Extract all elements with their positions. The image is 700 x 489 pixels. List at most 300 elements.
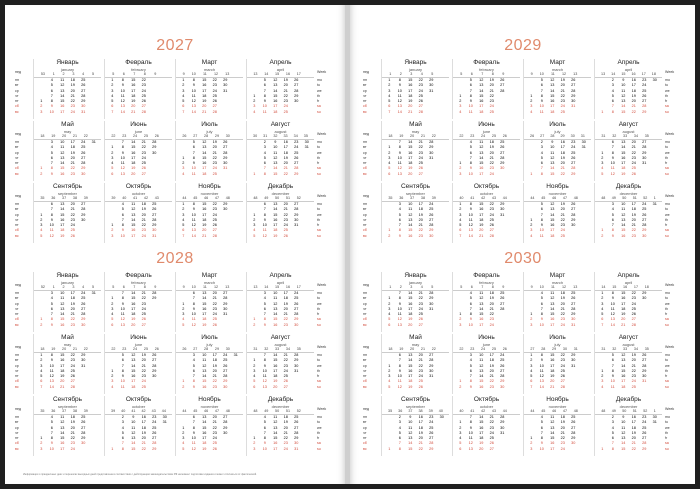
day-cell: 20 <box>408 104 413 109</box>
day-cell: 15 <box>479 312 484 317</box>
month-name-en: february <box>131 67 146 72</box>
day-cell: 9 <box>398 368 401 373</box>
day-cell: 29 <box>294 436 299 441</box>
day-cell: 21 <box>141 291 146 295</box>
day-cell <box>437 172 448 177</box>
month-name-en: march <box>551 67 564 72</box>
day-cell: 11 <box>468 217 473 222</box>
day-cell: 5 <box>182 223 185 228</box>
day-cell: 7 <box>540 88 543 93</box>
week-label-en: Week <box>665 345 675 349</box>
day-cell: 15 <box>550 93 555 98</box>
day-cell: 6 <box>601 317 604 322</box>
day-cell: 26 <box>294 420 299 425</box>
day-cell: 14 <box>550 166 555 171</box>
day-cell: 12 <box>273 420 278 425</box>
day-cell: 20 <box>283 202 288 206</box>
week-number: 52 <box>296 409 301 413</box>
day-cell: 1 <box>111 145 114 150</box>
day-cell: 30 <box>162 415 167 419</box>
day-cell: 14 <box>273 312 278 317</box>
day-cell: 4 <box>192 358 195 363</box>
weekday-label: пн <box>15 415 19 419</box>
day-cell: 3 <box>611 420 614 425</box>
day-cell: 1 <box>182 155 185 160</box>
day-cell: 22 <box>631 446 636 451</box>
week-number: 16 <box>631 72 636 76</box>
weekday-labels-en <box>317 194 335 239</box>
week-number: 9 <box>530 72 533 76</box>
month-name-en: february <box>131 280 146 285</box>
day-cell: 5 <box>253 379 256 384</box>
day-cell <box>220 234 231 239</box>
day-cell: 22 <box>489 379 494 384</box>
month-name: Декабрь <box>267 183 294 190</box>
day-cell: 28 <box>642 363 647 368</box>
week-number: 26 <box>502 134 507 138</box>
day-cell: 11 <box>60 78 65 82</box>
month-name: Октябрь <box>125 396 152 403</box>
day-cell: 8 <box>50 436 53 441</box>
month-name: Сентябрь <box>400 396 431 403</box>
day-cell: 25 <box>283 228 288 233</box>
day-cell: 25 <box>294 415 299 419</box>
week-number: 6 <box>470 285 473 289</box>
day-cell <box>302 172 313 177</box>
day-cell: 16 <box>273 441 278 446</box>
day-cell: 12 <box>49 374 54 379</box>
day-cell: 3 <box>182 436 185 441</box>
day-cell: 24 <box>642 83 647 88</box>
day-cell: 24 <box>642 202 647 206</box>
day-cell: 5 <box>611 93 614 98</box>
day-cell: 25 <box>489 436 494 441</box>
day-cell: 31 <box>294 368 299 373</box>
day-cell: 31 <box>500 430 505 435</box>
day-cell: 31 <box>223 166 228 171</box>
month-name: Сентябрь <box>52 396 83 403</box>
month-name-en: june <box>482 342 491 347</box>
day-cell: 22 <box>418 363 423 368</box>
weekday-labels-ru <box>363 70 381 115</box>
day-cell: 19 <box>560 296 565 301</box>
day-cell: 12 <box>610 171 615 176</box>
week-number: 26 <box>530 134 535 138</box>
day-cell: 16 <box>283 140 288 144</box>
day-cell <box>231 234 242 239</box>
day-cell: 23 <box>560 317 565 322</box>
days-grid <box>105 78 172 115</box>
day-cell: 19 <box>408 317 413 322</box>
day-cell: 2 <box>182 83 185 88</box>
day-cell: 3 <box>530 363 533 368</box>
day-cell: 7 <box>601 322 604 327</box>
day-cell: 11 <box>397 93 402 98</box>
week-number: 25 <box>491 134 496 138</box>
day-cell: 26 <box>631 312 636 317</box>
day-cell: 21 <box>621 322 626 327</box>
day-cell: 22 <box>418 78 423 82</box>
day-cell: 2 <box>398 415 401 419</box>
day-cell: 31 <box>571 322 576 327</box>
day-cell: 12 <box>479 296 484 301</box>
day-cell: 1 <box>253 93 256 98</box>
day-cell: 2 <box>459 425 462 430</box>
day-cell <box>639 323 650 328</box>
day-cell: 12 <box>120 166 125 171</box>
month-june <box>452 121 520 181</box>
day-cell: 3 <box>388 374 391 379</box>
day-cell: 1 <box>601 228 604 233</box>
day-cell: 5 <box>540 296 543 301</box>
days-grid <box>382 415 449 452</box>
day-cell: 19 <box>418 212 423 217</box>
day-cell <box>437 234 448 239</box>
day-cell: 22 <box>70 166 75 171</box>
day-cell <box>231 447 242 452</box>
day-cell: 1 <box>182 379 185 384</box>
day-cell: 7 <box>398 223 401 228</box>
day-cell: 8 <box>263 171 266 176</box>
day-cell: 5 <box>263 78 266 82</box>
day-cell: 30 <box>81 441 86 446</box>
day-cell: 15 <box>550 312 555 317</box>
month-name: Декабрь <box>267 396 294 403</box>
day-cell: 23 <box>631 233 636 238</box>
day-cell: 30 <box>294 441 299 446</box>
day-cell: 2 <box>601 233 604 238</box>
day-cell: 24 <box>283 223 288 228</box>
day-cell: 13 <box>621 217 626 222</box>
day-cell: 29 <box>571 171 576 176</box>
week-number: 18 <box>40 134 45 138</box>
weekday-label: tu <box>665 296 668 301</box>
day-cell: 10 <box>120 155 125 160</box>
day-cell: 29 <box>294 171 299 176</box>
day-cell: 7 <box>182 109 185 114</box>
day-cell: 29 <box>500 202 505 206</box>
day-cell: 16 <box>60 104 65 109</box>
weekday-labels-en <box>317 132 335 177</box>
day-cell: 5 <box>50 83 53 88</box>
weekday-label: пн <box>15 78 19 82</box>
day-cell: 26 <box>283 379 288 384</box>
day-cell: 22 <box>418 228 423 233</box>
week-number: 45 <box>541 409 546 413</box>
day-cell: 1 <box>530 217 533 222</box>
day-cell: 22 <box>631 291 636 295</box>
day-cell <box>497 447 508 452</box>
week-number: 17 <box>296 72 301 76</box>
day-cell: 26 <box>631 171 636 176</box>
weekday-label: tu <box>317 358 320 363</box>
year-block-2027 <box>15 37 335 247</box>
day-cell: 3 <box>50 291 53 295</box>
day-cell: 30 <box>429 301 434 306</box>
day-cell: 23 <box>571 140 576 144</box>
day-cell: 3 <box>530 104 533 109</box>
week-number: 44 <box>530 409 535 413</box>
day-cell <box>89 172 100 177</box>
day-cell <box>149 385 160 390</box>
day-cell: 12 <box>621 93 626 98</box>
day-cell: 23 <box>70 217 75 222</box>
day-cell: 16 <box>408 83 413 88</box>
day-cell: 4 <box>111 161 114 166</box>
month-june <box>104 334 172 394</box>
day-cell: 16 <box>550 317 555 322</box>
weekday-label: su <box>665 446 669 451</box>
month-name: Май <box>61 121 74 128</box>
weekday-label: mo <box>317 140 322 144</box>
weekday-label: пн <box>363 202 367 206</box>
day-cell: 28 <box>81 161 86 166</box>
day-cell: 6 <box>192 145 195 150</box>
day-cell: 27 <box>429 353 434 357</box>
weekday-label: sa <box>665 166 669 171</box>
day-cell: 2 <box>530 441 533 446</box>
week-number: 48 <box>601 196 606 200</box>
day-cell: 11 <box>610 306 615 311</box>
day-cell: 10 <box>621 202 626 206</box>
day-cell: 13 <box>273 161 278 166</box>
day-cell: 3 <box>121 420 124 425</box>
day-cell: 28 <box>418 109 423 114</box>
weekday-label: пн <box>363 353 367 357</box>
right-page <box>350 5 695 484</box>
week-number: 10 <box>539 285 544 289</box>
day-cell: 18 <box>560 291 565 295</box>
day-cell <box>437 385 448 390</box>
day-cell: 4 <box>459 217 462 222</box>
day-cell: 11 <box>479 358 484 363</box>
month-name-en: july <box>206 129 213 134</box>
day-cell: 15 <box>479 93 484 98</box>
day-cell: 20 <box>141 212 146 217</box>
day-cell: 3 <box>388 306 391 311</box>
month-name: Апрель <box>269 272 292 279</box>
weekday-label: сб <box>363 317 367 322</box>
day-cell: 5 <box>469 145 472 150</box>
day-cell: 6 <box>611 99 614 104</box>
day-cell: 24 <box>560 446 565 451</box>
day-cell: 28 <box>294 353 299 357</box>
day-cell: 11 <box>191 317 196 322</box>
weekday-label: fr <box>665 223 668 228</box>
day-cell: 24 <box>418 374 423 379</box>
day-cell: 13 <box>49 379 54 384</box>
day-cell: 15 <box>408 446 413 451</box>
month-june <box>452 334 520 394</box>
day-cell: 28 <box>294 207 299 212</box>
day-cell: 20 <box>631 217 636 222</box>
week-number: 34 <box>633 134 638 138</box>
week-number: 23 <box>122 134 127 138</box>
week-number: 32 <box>273 134 278 138</box>
day-cell: 22 <box>631 368 636 373</box>
month-row <box>363 272 683 334</box>
day-cell: 28 <box>152 140 157 144</box>
week-number: 27 <box>193 134 198 138</box>
day-cell <box>568 110 579 115</box>
days-grid <box>34 140 101 177</box>
day-cell: 18 <box>489 291 494 295</box>
day-cell: 20 <box>70 88 75 93</box>
day-cell: 29 <box>500 379 505 384</box>
day-cell: 25 <box>212 171 217 176</box>
day-cell: 6 <box>611 358 614 363</box>
day-cell: 24 <box>571 145 576 150</box>
week-number: 29 <box>552 347 557 351</box>
day-cell: 31 <box>642 379 647 384</box>
day-cell: 9 <box>469 384 472 389</box>
day-cell: 21 <box>560 88 565 93</box>
day-cell: 7 <box>398 140 401 144</box>
day-cell: 18 <box>479 109 484 114</box>
week-number: 45 <box>541 196 546 200</box>
day-cell: 2 <box>182 430 185 435</box>
day-cell: 25 <box>212 93 217 98</box>
day-cell: 2 <box>459 166 462 171</box>
day-cell: 17 <box>202 166 207 171</box>
day-cell: 24 <box>489 212 494 217</box>
month-name: Февраль <box>473 59 500 66</box>
day-cell: 30 <box>429 368 434 373</box>
day-cell: 1 <box>530 436 533 441</box>
day-cell: 28 <box>81 430 86 435</box>
days-grid <box>176 353 243 390</box>
day-cell: 10 <box>610 161 615 166</box>
day-cell: 27 <box>294 161 299 166</box>
week-number: 38 <box>72 409 77 413</box>
week-number: 33 <box>623 347 628 351</box>
day-cell: 4 <box>253 109 256 114</box>
day-cell: 12 <box>468 223 473 228</box>
week-number: 47 <box>562 196 567 200</box>
day-cell: 26 <box>294 301 299 306</box>
day-cell: 25 <box>294 296 299 301</box>
day-cell: 26 <box>294 155 299 160</box>
weekday-label: вт <box>363 296 367 301</box>
day-cell: 17 <box>631 83 636 88</box>
week-number: 18 <box>388 347 393 351</box>
week-number: 28 <box>550 134 555 138</box>
day-cell: 4 <box>263 296 266 301</box>
day-cell: 21 <box>141 217 146 222</box>
days-grid <box>524 140 591 177</box>
day-cell: 21 <box>418 140 423 144</box>
day-cell: 17 <box>273 446 278 451</box>
week-number: 24 <box>133 134 138 138</box>
day-cell: 28 <box>500 306 505 311</box>
day-cell: 15 <box>408 145 413 150</box>
day-cell: 24 <box>294 145 299 150</box>
day-cell: 23 <box>560 223 565 228</box>
weekday-label: th <box>317 430 320 435</box>
day-cell: 30 <box>500 384 505 389</box>
day-cell: 1 <box>253 358 256 363</box>
day-cell: 10 <box>468 171 473 176</box>
day-cell: 9 <box>469 166 472 171</box>
month-name: Июнь <box>130 334 147 341</box>
month-name: Декабрь <box>615 183 642 190</box>
month-name-en: june <box>134 129 143 134</box>
day-cell: 30 <box>652 78 657 82</box>
day-cell: 8 <box>50 212 53 217</box>
weekday-label: fr <box>317 312 320 317</box>
day-cell: 29 <box>429 145 434 150</box>
days-grid <box>595 140 662 177</box>
weekday-label: сб <box>15 166 19 171</box>
day-cell: 11 <box>550 150 555 155</box>
month-name: Май <box>409 121 422 128</box>
day-cell: 27 <box>152 436 157 441</box>
day-cell: 31 <box>91 140 96 144</box>
weekday-label: fr <box>317 436 320 441</box>
day-cell: 18 <box>631 207 636 212</box>
day-cell <box>650 385 661 390</box>
day-cell: 22 <box>631 109 636 114</box>
day-cell: 26 <box>223 140 228 144</box>
day-cell: 22 <box>141 145 146 150</box>
day-cell <box>89 110 100 115</box>
day-cell: 24 <box>212 166 217 171</box>
day-cell: 4 <box>469 291 472 295</box>
day-cell: 5 <box>50 301 53 306</box>
day-cell: 20 <box>141 436 146 441</box>
day-cell <box>426 110 437 115</box>
month-july <box>175 121 243 181</box>
day-cell: 5 <box>611 430 614 435</box>
month-row <box>15 183 335 245</box>
day-cell: 18 <box>131 312 136 317</box>
day-cell: 1 <box>459 161 462 166</box>
month-july <box>175 334 243 394</box>
day-cell: 11 <box>262 228 267 233</box>
day-cell: 28 <box>294 312 299 317</box>
day-cell: 19 <box>202 446 207 451</box>
day-cell: 30 <box>223 306 228 311</box>
weekday-label: sa <box>317 317 321 322</box>
day-cell: 30 <box>500 166 505 171</box>
week-number: 36 <box>51 196 56 200</box>
month-january <box>381 272 449 332</box>
month-february <box>452 59 520 119</box>
day-cell: 22 <box>141 78 146 82</box>
week-number: 30 <box>253 134 258 138</box>
day-cell: 8 <box>192 202 195 206</box>
day-cell: 28 <box>642 145 647 150</box>
day-cell: 26 <box>560 374 565 379</box>
day-cell: 29 <box>642 228 647 233</box>
day-cell: 17 <box>131 379 136 384</box>
day-cell: 15 <box>550 217 555 222</box>
weekday-label: сб <box>15 228 19 233</box>
month-name-en: november <box>548 404 567 409</box>
day-cell: 1 <box>601 368 604 373</box>
month-name-en: july <box>206 342 213 347</box>
week-number: 22 <box>431 134 436 138</box>
day-cell: 13 <box>131 436 136 441</box>
day-cell: 9 <box>398 233 401 238</box>
day-cell: 31 <box>162 420 167 425</box>
day-cell: 31 <box>152 233 157 238</box>
day-cell: 26 <box>418 99 423 104</box>
day-cell: 18 <box>631 88 636 93</box>
day-cell: 5 <box>611 212 614 217</box>
month-name: Апрель <box>617 59 640 66</box>
weekday-labels-ru <box>363 345 381 390</box>
